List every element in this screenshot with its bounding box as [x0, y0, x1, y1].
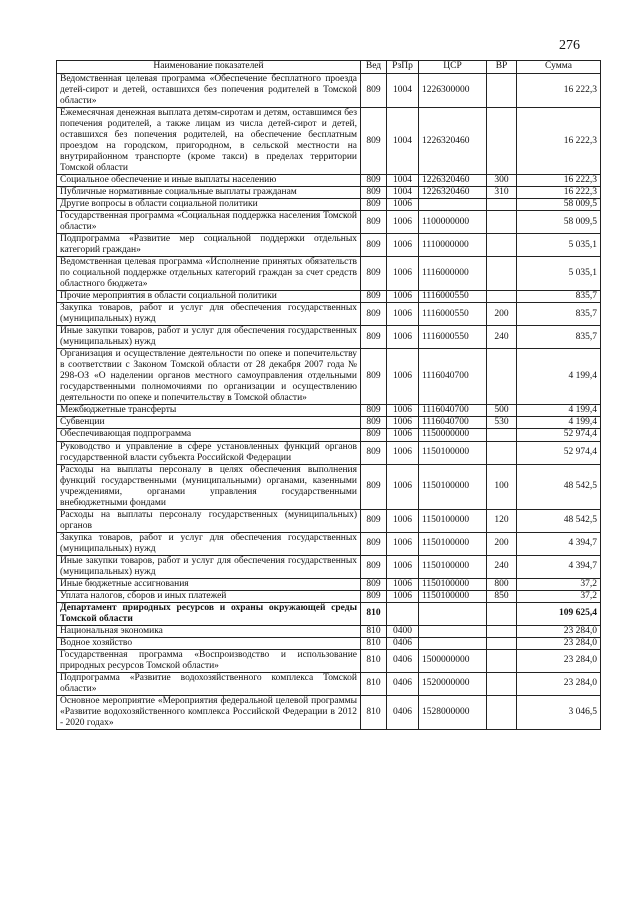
cell-csr: 1116000550 [419, 326, 487, 349]
cell-ved: 809 [361, 578, 387, 590]
cell-csr: 1226320460 [419, 108, 487, 175]
cell-sum: 4 199,4 [517, 417, 601, 429]
cell-csr: 1116040700 [419, 349, 487, 405]
cell-name: Государственная программа «Воспроизводство и использование природных ресурсов Томской области» [57, 649, 361, 672]
cell-name: Подпрограмма «Развитие мер социальной поддержки отдельных категорий граждан» [57, 234, 361, 257]
table-row [57, 429, 601, 441]
cell-sum: 58 009,5 [517, 199, 601, 211]
cell-name: Субвенции [57, 417, 361, 429]
table-row [57, 509, 601, 532]
table-row [57, 326, 601, 349]
cell-vr [487, 625, 517, 637]
table-row [57, 303, 601, 326]
cell-csr: 1110000000 [419, 234, 487, 257]
table-row [57, 602, 601, 625]
cell-csr: 1528000000 [419, 695, 487, 729]
cell-rzpr: 1006 [387, 464, 419, 509]
cell-ved: 809 [361, 303, 387, 326]
cell-name: Иные закупки товаров, работ и услуг для обеспечения государственных (муниципальных) нужд [57, 555, 361, 578]
cell-csr: 1116040700 [419, 405, 487, 417]
cell-csr: 1226300000 [419, 74, 487, 108]
cell-vr: 310 [487, 187, 517, 199]
cell-sum: 4 394,7 [517, 555, 601, 578]
cell-rzpr: 1006 [387, 405, 419, 417]
cell-name: Руководство и управление в сфере установленных функций органов государственной власти субъекта Российской Федерации [57, 441, 361, 464]
cell-csr: 1100000000 [419, 211, 487, 234]
cell-ved: 810 [361, 672, 387, 695]
table-row [57, 590, 601, 602]
cell-sum: 4 394,7 [517, 532, 601, 555]
cell-name: Расходы на выплаты персоналу в целях обеспечения выполнения функций государственными (муниципальными) органами, казенными учреждениями, органами управления государственными внебюджетными фондами [57, 464, 361, 509]
cell-csr: 1116040700 [419, 417, 487, 429]
cell-name: Ежемесячная денежная выплата детям-сиротам и детям, оставшимся без попечения родителей, а также лицам из числа детей-сирот и детей, оставшихся без попечения родителей, на обеспечение бесплатным проездом на городском, пригородном, в сельской местности на внутрирайонном транспорте (кроме такси) в пределах территории Томской области [57, 108, 361, 175]
cell-vr: 800 [487, 578, 517, 590]
cell-vr: 200 [487, 532, 517, 555]
cell-csr: 1150100000 [419, 555, 487, 578]
cell-ved: 809 [361, 234, 387, 257]
cell-sum: 835,7 [517, 303, 601, 326]
table-row [57, 417, 601, 429]
table-header-row [57, 61, 601, 74]
cell-sum: 23 284,0 [517, 649, 601, 672]
cell-sum: 48 542,5 [517, 464, 601, 509]
cell-rzpr: 1004 [387, 187, 419, 199]
cell-ved: 809 [361, 405, 387, 417]
cell-sum: 37,2 [517, 590, 601, 602]
cell-ved: 809 [361, 417, 387, 429]
cell-sum: 5 035,1 [517, 234, 601, 257]
cell-rzpr: 0400 [387, 625, 419, 637]
cell-name: Прочие мероприятия в области социальной политики [57, 291, 361, 303]
cell-sum: 37,2 [517, 578, 601, 590]
cell-sum: 835,7 [517, 326, 601, 349]
table-row [57, 349, 601, 405]
cell-csr [419, 625, 487, 637]
cell-csr [419, 199, 487, 211]
cell-rzpr: 0406 [387, 695, 419, 729]
cell-ved: 810 [361, 695, 387, 729]
table-row [57, 257, 601, 291]
cell-ved: 809 [361, 590, 387, 602]
table-row [57, 405, 601, 417]
cell-ved: 810 [361, 602, 387, 625]
cell-vr [487, 672, 517, 695]
table-row [57, 695, 601, 729]
header-ved: Вед [361, 61, 387, 74]
cell-sum: 5 035,1 [517, 257, 601, 291]
cell-sum: 16 222,3 [517, 187, 601, 199]
cell-sum: 58 009,5 [517, 211, 601, 234]
header-csr: ЦСР [419, 61, 487, 74]
cell-sum: 52 974,4 [517, 441, 601, 464]
cell-rzpr: 1006 [387, 291, 419, 303]
cell-ved: 810 [361, 637, 387, 649]
cell-vr: 300 [487, 175, 517, 187]
cell-name: Иные бюджетные ассигнования [57, 578, 361, 590]
cell-sum: 23 284,0 [517, 625, 601, 637]
cell-csr: 1500000000 [419, 649, 487, 672]
cell-csr: 1116000550 [419, 303, 487, 326]
cell-rzpr: 1006 [387, 199, 419, 211]
cell-vr [487, 108, 517, 175]
cell-name: Межбюджетные трансферты [57, 405, 361, 417]
cell-rzpr: 1006 [387, 429, 419, 441]
table-row [57, 441, 601, 464]
cell-sum: 16 222,3 [517, 74, 601, 108]
cell-csr: 1116000000 [419, 257, 487, 291]
cell-csr: 1150100000 [419, 590, 487, 602]
cell-sum: 16 222,3 [517, 108, 601, 175]
cell-name: Закупка товаров, работ и услуг для обеспечения государственных (муниципальных) нужд [57, 303, 361, 326]
table-body [57, 74, 601, 730]
cell-rzpr: 1006 [387, 590, 419, 602]
cell-vr: 120 [487, 509, 517, 532]
table-row [57, 187, 601, 199]
table-row [57, 234, 601, 257]
cell-rzpr: 1004 [387, 74, 419, 108]
cell-name: Расходы на выплаты персоналу государственных (муниципальных) органов [57, 509, 361, 532]
cell-vr: 100 [487, 464, 517, 509]
cell-name: Основное мероприятие «Мероприятия федеральной целевой программы «Развитие водохозяйственного комплекса Российской Федерации в 2012 - 2020 годах» [57, 695, 361, 729]
cell-ved: 809 [361, 349, 387, 405]
cell-name: Публичные нормативные социальные выплаты гражданам [57, 187, 361, 199]
cell-vr [487, 199, 517, 211]
cell-ved: 809 [361, 74, 387, 108]
cell-sum: 16 222,3 [517, 175, 601, 187]
cell-ved: 809 [361, 108, 387, 175]
cell-vr [487, 291, 517, 303]
page-number: 276 [559, 38, 580, 53]
cell-ved: 809 [361, 532, 387, 555]
cell-rzpr: 1006 [387, 234, 419, 257]
cell-rzpr: 0406 [387, 649, 419, 672]
cell-vr: 850 [487, 590, 517, 602]
cell-rzpr: 1006 [387, 417, 419, 429]
cell-ved: 810 [361, 625, 387, 637]
cell-rzpr: 1006 [387, 326, 419, 349]
cell-name: Ведомственная целевая программа «Обеспечение бесплатного проезда детей-сирот и детей, оставшихся без попечения родителей в Томской области» [57, 74, 361, 108]
cell-csr [419, 637, 487, 649]
cell-rzpr: 1006 [387, 509, 419, 532]
cell-csr: 1520000000 [419, 672, 487, 695]
cell-rzpr: 1006 [387, 441, 419, 464]
table-row [57, 211, 601, 234]
cell-name: Ведомственная целевая программа «Исполнение принятых обязательств по социальной поддержке отдельных категорий граждан за счет средств областного бюджета» [57, 257, 361, 291]
cell-csr: 1226320460 [419, 187, 487, 199]
cell-ved: 809 [361, 257, 387, 291]
cell-sum: 835,7 [517, 291, 601, 303]
cell-vr: 500 [487, 405, 517, 417]
cell-rzpr: 1006 [387, 303, 419, 326]
table-row [57, 649, 601, 672]
cell-ved: 810 [361, 649, 387, 672]
cell-vr [487, 649, 517, 672]
table-row [57, 625, 601, 637]
cell-name: Государственная программа «Социальная поддержка населения Томской области» [57, 211, 361, 234]
cell-ved: 809 [361, 464, 387, 509]
table-row [57, 291, 601, 303]
table-row [57, 175, 601, 187]
cell-rzpr: 1006 [387, 578, 419, 590]
cell-vr [487, 211, 517, 234]
table-row [57, 532, 601, 555]
cell-ved: 809 [361, 555, 387, 578]
cell-sum: 4 199,4 [517, 405, 601, 417]
cell-rzpr: 1006 [387, 555, 419, 578]
table-row [57, 108, 601, 175]
table-row [57, 637, 601, 649]
cell-ved: 809 [361, 509, 387, 532]
cell-ved: 809 [361, 199, 387, 211]
cell-sum: 3 046,5 [517, 695, 601, 729]
header-sum: Сумма [517, 61, 601, 74]
cell-vr: 240 [487, 555, 517, 578]
cell-csr: 1150100000 [419, 532, 487, 555]
header-rzpr: РзПр [387, 61, 419, 74]
header-vr: ВР [487, 61, 517, 74]
budget-table [56, 60, 601, 730]
cell-name: Уплата налогов, сборов и иных платежей [57, 590, 361, 602]
cell-name: Обеспечивающая подпрограмма [57, 429, 361, 441]
table-row [57, 672, 601, 695]
header-name: Наименование показателей [57, 61, 361, 74]
cell-csr: 1226320460 [419, 175, 487, 187]
cell-ved: 809 [361, 326, 387, 349]
cell-name: Иные закупки товаров, работ и услуг для обеспечения государственных (муниципальных) нужд [57, 326, 361, 349]
cell-vr: 240 [487, 326, 517, 349]
cell-rzpr: 1006 [387, 532, 419, 555]
cell-sum: 52 974,4 [517, 429, 601, 441]
cell-rzpr: 1004 [387, 108, 419, 175]
cell-name: Другие вопросы в области социальной политики [57, 199, 361, 211]
cell-rzpr: 1006 [387, 349, 419, 405]
table-row [57, 199, 601, 211]
cell-csr: 1150100000 [419, 464, 487, 509]
cell-ved: 809 [361, 429, 387, 441]
cell-vr: 530 [487, 417, 517, 429]
cell-name: Закупка товаров, работ и услуг для обеспечения государственных (муниципальных) нужд [57, 532, 361, 555]
cell-name: Департамент природных ресурсов и охраны окружающей среды Томской области [57, 602, 361, 625]
cell-ved: 809 [361, 291, 387, 303]
cell-csr: 1150100000 [419, 441, 487, 464]
cell-csr: 1116000550 [419, 291, 487, 303]
cell-rzpr: 0406 [387, 672, 419, 695]
cell-ved: 809 [361, 441, 387, 464]
cell-name: Организация и осуществление деятельности по опеке и попечительству в соответствии с Законом Томской области от 28 декабря 2007 года № 298-ОЗ «О наделении органов местного самоуправления отдельными государственными полномочиями по организации и осуществлению деятельности по опеке и попечительству в Томской области» [57, 349, 361, 405]
cell-sum: 109 625,4 [517, 602, 601, 625]
cell-vr [487, 695, 517, 729]
cell-vr [487, 257, 517, 291]
cell-vr [487, 349, 517, 405]
cell-ved: 809 [361, 211, 387, 234]
cell-name: Национальная экономика [57, 625, 361, 637]
table-row [57, 555, 601, 578]
cell-ved: 809 [361, 175, 387, 187]
cell-rzpr: 1006 [387, 257, 419, 291]
cell-sum: 23 284,0 [517, 637, 601, 649]
cell-sum: 23 284,0 [517, 672, 601, 695]
cell-ved: 809 [361, 187, 387, 199]
cell-csr: 1150100000 [419, 509, 487, 532]
cell-rzpr [387, 602, 419, 625]
cell-name: Социальное обеспечение и иные выплаты населению [57, 175, 361, 187]
cell-vr: 200 [487, 303, 517, 326]
cell-rzpr: 0406 [387, 637, 419, 649]
cell-csr: 1150000000 [419, 429, 487, 441]
cell-name: Подпрограмма «Развитие водохозяйственного комплекса Томской области» [57, 672, 361, 695]
cell-rzpr: 1006 [387, 211, 419, 234]
cell-vr [487, 429, 517, 441]
cell-name: Водное хозяйство [57, 637, 361, 649]
cell-sum: 48 542,5 [517, 509, 601, 532]
cell-vr [487, 602, 517, 625]
cell-csr [419, 602, 487, 625]
table-row [57, 464, 601, 509]
table-row [57, 74, 601, 108]
cell-vr [487, 441, 517, 464]
cell-csr: 1150100000 [419, 578, 487, 590]
cell-vr [487, 637, 517, 649]
cell-sum: 4 199,4 [517, 349, 601, 405]
table-row [57, 578, 601, 590]
cell-vr [487, 74, 517, 108]
cell-vr [487, 234, 517, 257]
cell-rzpr: 1004 [387, 175, 419, 187]
